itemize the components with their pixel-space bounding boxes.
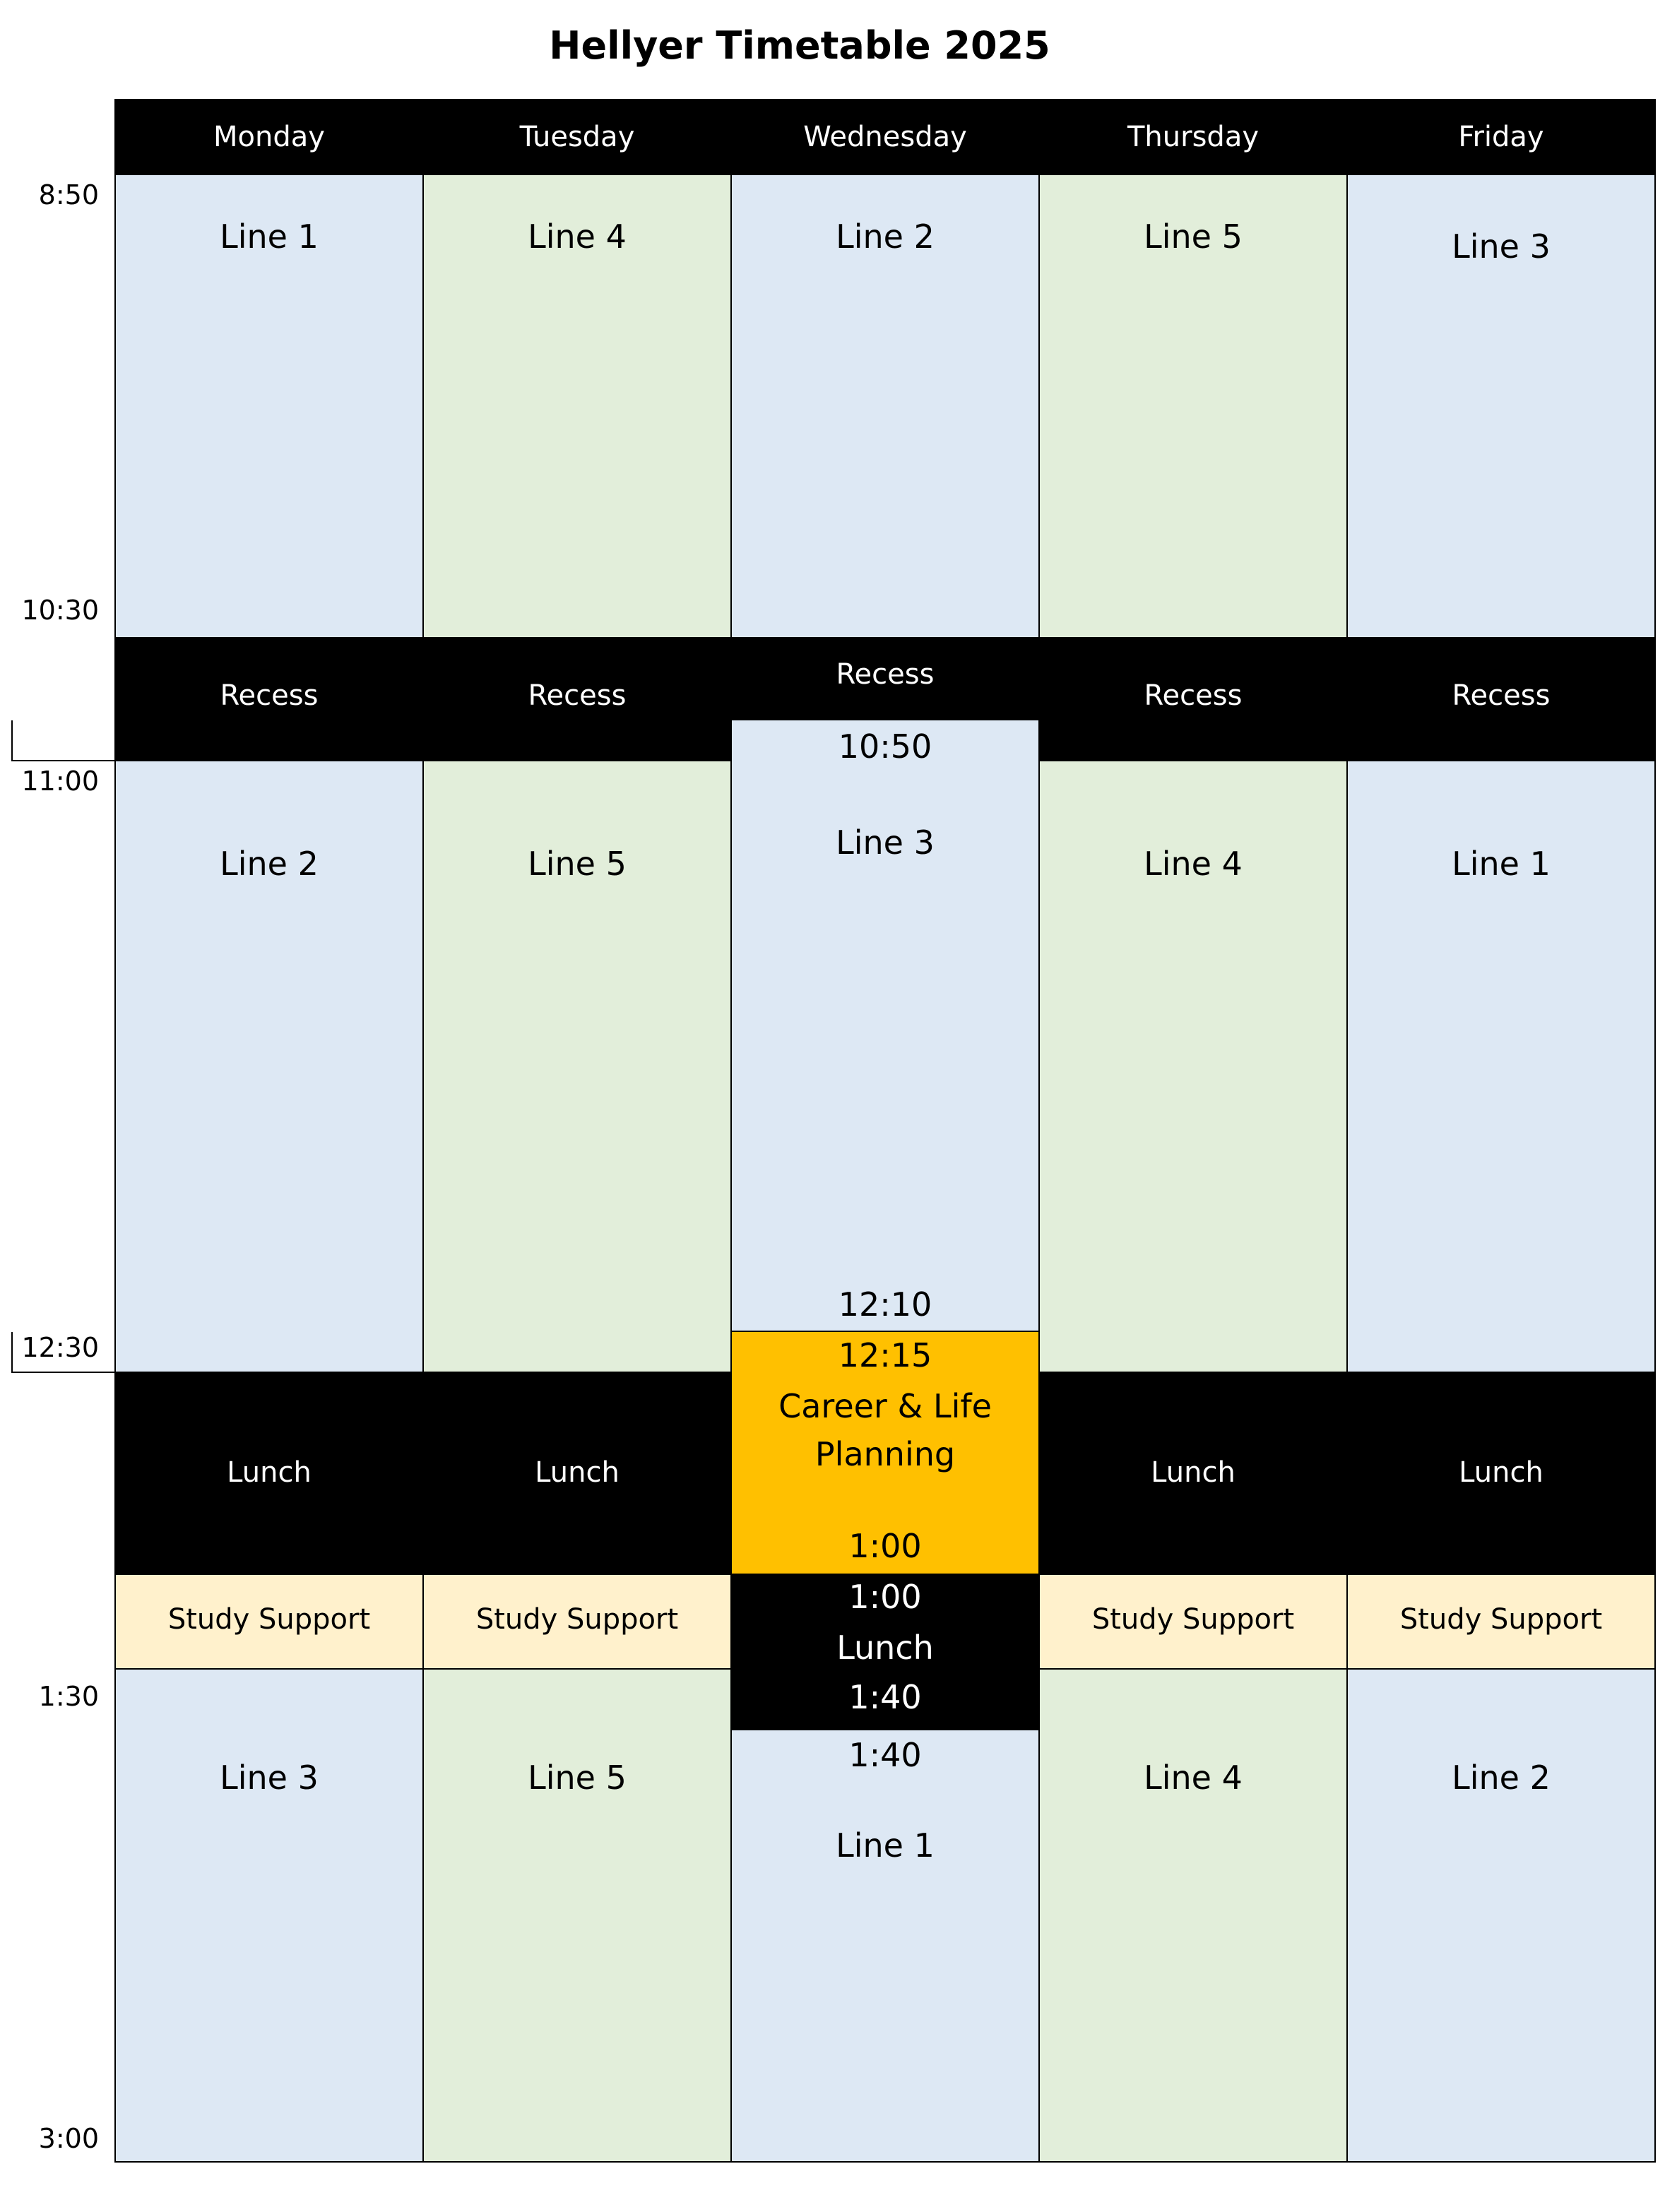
day-header-thursday: Thursday	[1038, 99, 1348, 175]
study-support-label: Study Support	[167, 1603, 371, 1636]
friday-study-support	[1346, 1574, 1656, 1670]
wednesday-p2-end: 12:10	[838, 1285, 932, 1324]
period-label: Line 5	[1144, 218, 1243, 256]
friday-lunch	[1346, 1372, 1656, 1575]
lunch-label: Lunch	[227, 1456, 312, 1489]
clp-label-line1: Career & Life	[778, 1387, 992, 1425]
recess-label: Recess	[1452, 679, 1551, 712]
time-label-1230: 12:30	[21, 1332, 99, 1363]
period-label: Line 1	[220, 218, 319, 256]
period-label: Line 5	[528, 1759, 627, 1797]
wednesday-career-life-planning	[730, 1331, 1040, 1575]
tuesday-period3	[422, 1668, 732, 2163]
period-label: Line 3	[1452, 227, 1551, 266]
friday-recess	[1346, 637, 1656, 761]
time-label-1100: 11:00	[21, 766, 99, 797]
clp-start-time: 12:15	[838, 1336, 932, 1374]
thursday-period2	[1038, 760, 1348, 1373]
wednesday-period1	[730, 174, 1040, 638]
period-label: Line 4	[1144, 845, 1243, 883]
time-label-300: 3:00	[38, 2123, 99, 2154]
tuesday-period2	[422, 760, 732, 1373]
period-label: Line 1	[1452, 845, 1551, 883]
time-tick-1230	[11, 1332, 116, 1373]
wednesday-lunch	[730, 1574, 1040, 1730]
thursday-period3	[1038, 1668, 1348, 2163]
study-support-label: Study Support	[1091, 1603, 1295, 1636]
period-label: Line 4	[528, 218, 627, 256]
tuesday-study-support	[422, 1574, 732, 1670]
study-support-label: Study Support	[1399, 1603, 1603, 1636]
clp-end-time: 1:00	[848, 1527, 922, 1565]
time-label-0850: 8:50	[38, 179, 99, 210]
wednesday-lunch-end: 1:40	[848, 1678, 922, 1716]
thursday-period1	[1038, 174, 1348, 638]
wednesday-lunch-label: Lunch	[836, 1629, 934, 1667]
recess-label: Recess	[1144, 679, 1243, 712]
friday-period3	[1346, 1668, 1656, 2163]
time-label-130: 1:30	[38, 1681, 99, 1712]
monday-period1	[114, 174, 424, 638]
day-header-monday: Monday	[114, 99, 424, 175]
period-label: Line 2	[220, 845, 319, 883]
lunch-label: Lunch	[535, 1456, 620, 1489]
period-label: Line 3	[836, 823, 935, 862]
wednesday-lunch-start: 1:00	[848, 1578, 922, 1616]
wednesday-period3	[730, 1729, 1040, 2163]
page-title: Hellyer Timetable 2025	[549, 23, 1050, 68]
study-support-label: Study Support	[475, 1603, 679, 1636]
period-label: Line 5	[528, 845, 627, 883]
wednesday-period2	[730, 719, 1040, 1332]
period-label: Line 3	[220, 1759, 319, 1797]
recess-label: Recess	[836, 658, 935, 691]
period-label: Line 4	[1144, 1759, 1243, 1797]
wednesday-p3-start: 1:40	[848, 1736, 922, 1774]
period-label: Line 2	[836, 218, 935, 256]
lunch-label: Lunch	[1459, 1456, 1543, 1489]
tuesday-lunch	[422, 1372, 732, 1575]
wednesday-p2-start: 10:50	[838, 727, 932, 766]
time-tick-1100	[11, 720, 116, 761]
friday-period2	[1346, 760, 1656, 1373]
wednesday-recess	[730, 637, 1040, 720]
tuesday-recess	[422, 637, 732, 761]
thursday-lunch	[1038, 1372, 1348, 1575]
clp-label-line2: Planning	[814, 1435, 956, 1473]
lunch-label: Lunch	[1151, 1456, 1235, 1489]
thursday-study-support	[1038, 1574, 1348, 1670]
day-header-wednesday: Wednesday	[730, 99, 1040, 175]
recess-label: Recess	[220, 679, 319, 712]
friday-period1	[1346, 174, 1656, 638]
monday-lunch	[114, 1372, 424, 1575]
monday-period3	[114, 1668, 424, 2163]
thursday-recess	[1038, 637, 1348, 761]
recess-label: Recess	[528, 679, 627, 712]
period-label: Line 2	[1452, 1759, 1551, 1797]
monday-study-support	[114, 1574, 424, 1670]
monday-recess	[114, 637, 424, 761]
day-header-tuesday: Tuesday	[422, 99, 732, 175]
tuesday-period1	[422, 174, 732, 638]
day-header-friday: Friday	[1346, 99, 1656, 175]
monday-period2	[114, 760, 424, 1373]
period-label: Line 1	[836, 1826, 935, 1865]
time-label-1030: 10:30	[21, 595, 99, 626]
